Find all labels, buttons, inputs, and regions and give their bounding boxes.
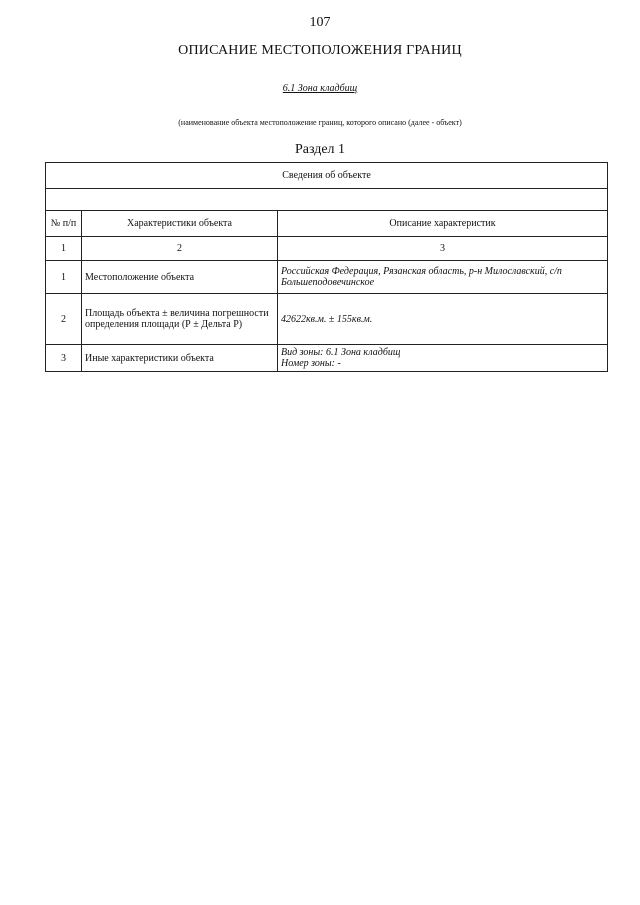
table-row — [46, 345, 608, 372]
row-characteristic: Местоположение объекта — [82, 261, 278, 294]
row-characteristic: Площадь объекта ± величина погрешности определения площади (Р ± Дельта Р) — [82, 294, 278, 345]
row-number: 1 — [46, 261, 82, 294]
column-number-3: 3 — [278, 237, 608, 261]
column-header-characteristic: Характеристики объекта — [82, 211, 278, 237]
table-header-row — [46, 163, 608, 189]
table-empty-cell — [46, 189, 608, 211]
column-number-1: 1 — [46, 237, 82, 261]
description-line: Вид зоны: 6.1 Зона кладбищ — [281, 347, 401, 358]
table-row — [46, 294, 608, 345]
table-header: Сведения об объекте — [46, 163, 608, 189]
description-line: Номер зоны: - — [281, 358, 341, 369]
table-empty-row — [46, 189, 608, 211]
page-number: 107 — [309, 15, 331, 30]
object-caption: (наименование объекта местоположение границ, которого описано (далее - объект) — [178, 118, 462, 127]
column-header-number: № п/п — [46, 211, 82, 237]
description-line: Российская Федерация, Рязанская область, р-н Милославский, с/п Большеподовечинское — [281, 266, 562, 288]
table-row — [46, 261, 608, 294]
object-name: 6.1 Зона кладбищ — [282, 83, 358, 94]
description-line: 42622кв.м. ± 155кв.м. — [281, 313, 373, 325]
row-description — [278, 294, 608, 345]
table-column-numbers — [46, 237, 608, 261]
column-number-2: 2 — [82, 237, 278, 261]
table-column-headers — [46, 211, 608, 237]
row-description — [278, 261, 608, 294]
column-header-description: Описание характеристик — [278, 211, 608, 237]
row-characteristic: Иные характеристики объекта — [82, 345, 278, 372]
section-title: Раздел 1 — [294, 142, 346, 157]
row-number: 3 — [46, 345, 82, 372]
object-info-table — [45, 162, 608, 372]
document-title: ОПИСАНИЕ МЕСТОПОЛОЖЕНИЯ ГРАНИЦ — [178, 43, 462, 58]
row-number: 2 — [46, 294, 82, 345]
row-description — [278, 345, 608, 372]
